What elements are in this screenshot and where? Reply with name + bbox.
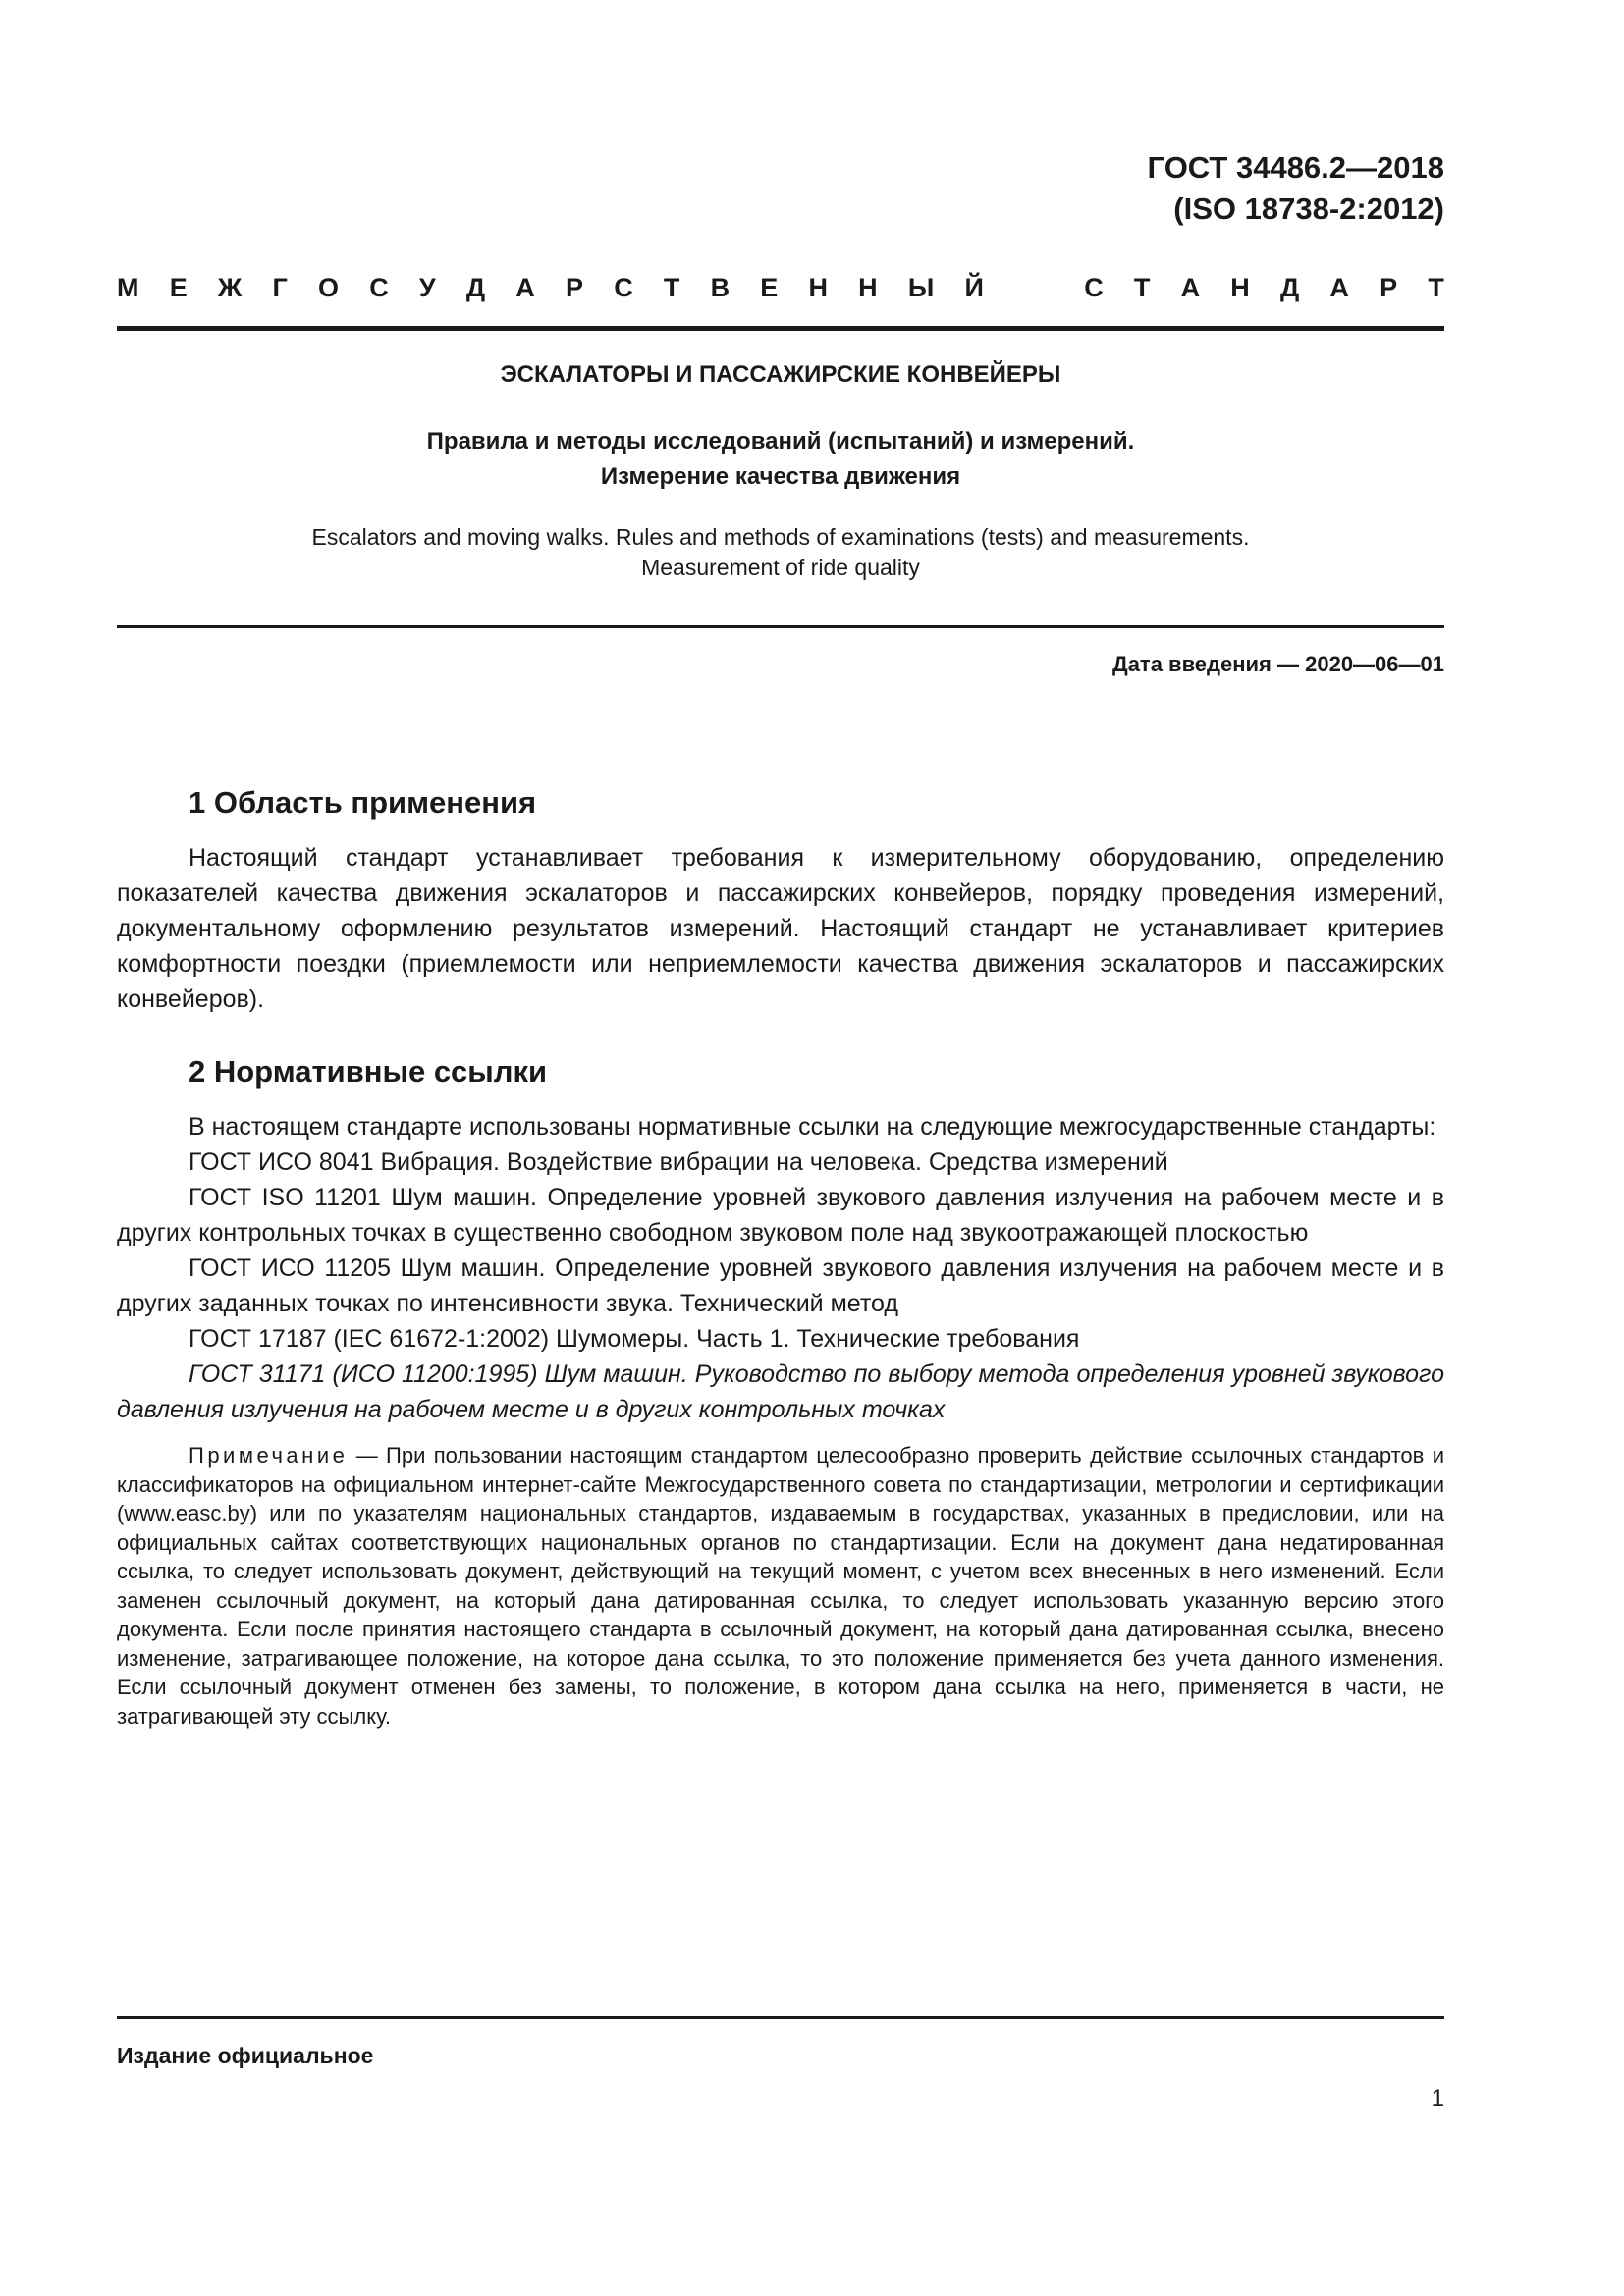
banner-letter: Н [808,273,828,302]
reference-item: ГОСТ ISO 11201 Шум машин. Определение уровней звукового давления излучения на рабочем месте и в других контрольных точках в существенно свободном звуковом поле над звукоотражающей плоскостью [117,1184,1444,1247]
english-title-line: Escalators and moving walks. Rules and methods of examinations (tests) and measurements. [311,524,1250,550]
banner-letter: Р [565,273,583,302]
banner-letter: Ы [907,273,935,302]
section-paragraph: В настоящем стандарте использованы нормативные ссылки на следующие межгосударственные стандарты: [189,1113,1436,1141]
banner-letter: А [1180,273,1201,302]
gost-number: ГОСТ 34486.2—2018 [1147,150,1444,185]
page-number: 1 [1431,2085,1444,2111]
banner-letter: Е [760,273,779,302]
subtitle-line: Измерение качества движения [600,463,961,490]
banner-letter: Т [1133,273,1151,302]
introduction-date: Дата введения — 2020—06—01 [1112,652,1444,676]
english-title [117,522,1444,583]
banner-letter: Т [1428,273,1444,302]
section-scope [117,785,1444,1017]
note-label: Примечание [189,1443,349,1468]
reference-item: ГОСТ ИСО 11205 Шум машин. Определение уровней звукового давления излучения на рабочем месте и в других заданных точках по интенсивности звука. Технический метод [117,1255,1444,1317]
english-title-line: Measurement of ride quality [641,555,920,580]
banner-letter: Ж [217,273,243,302]
banner-letter: Г [272,273,288,302]
interstate-standard-banner [117,273,1444,303]
footer-divider [117,2016,1444,2019]
iso-number: (ISO 18738-2:2012) [1173,191,1444,226]
banner-letter: Р [1380,273,1398,302]
reference-item: ГОСТ 31171 (ИСО 11200:1995) Шум машин. Руководство по выбору метода определения уровней звукового давления излучения на рабочем месте и в других контрольных точках [117,1361,1444,1423]
section-paragraph: Настоящий стандарт устанавливает требования к измерительному оборудованию, определению показателей качества движения эскалаторов и пассажирских конвейеров, порядку проведения измерений, документальному оформлению результатов измерений. Настоящий стандарт не устанавливает критериев комфортности поездки (приемлемости или неприемлемости качества движения эскалаторов и пассажирских конвейеров). [117,844,1444,1013]
banner-letter: С [1084,273,1104,302]
header-divider [117,326,1444,331]
banner-letter: С [614,273,633,302]
reference-item: ГОСТ 17187 (IEC 61672-1:2002) Шумомеры. Часть 1. Технические требования [189,1325,1080,1353]
banner-letter: В [710,273,731,302]
banner-letter: С [369,273,389,302]
banner-letter: О [317,273,339,302]
banner-letter: Й [964,273,984,302]
banner-letter: А [515,273,535,302]
section-normative-references [117,1054,1444,1731]
note-text: — При пользовании настоящим стандартом целесообразно проверить действие ссылочных стандартов и классификаторов на официальном интернет-сайте Межгосударственного совета по стандартизации, метрологии и сертификации (www.easc.by) или по указателям национальных стандартов, издаваемым в государствах, указанных в предисловии, или на официальных сайтах соответствующих национальных органов по стандартизации. Если на документ дана недатированная ссылка, то следует использовать документ, действующий на текущий момент, с учетом всех внесенных в него изменений. Если заменен ссылочный документ, на который дана датированная ссылка, то следует использовать указанную версию этого документа. Если после принятия настоящего стандарта в ссылочный документ, на который дана датированная ссылка, внесено изменение, затрагивающее положение, на которое дана ссылка, то это положение применяется без учета данного изменения. Если ссылочный документ отменен без замены, то положение, в котором дана ссылка на него, применяется в части, не затрагивающей эту ссылку. [117,1443,1444,1729]
official-edition-label: Издание официальное [117,2043,374,2068]
banner-letter: М [117,273,139,302]
gost-designation [1148,147,1444,230]
title-divider [117,625,1444,628]
document-title: ЭСКАЛАТОРЫ И ПАССАЖИРСКИЕ КОНВЕЙЕРЫ [500,361,1061,388]
banner-letter: А [1329,273,1349,302]
section-heading: 2 Нормативные ссылки [189,1054,548,1089]
section-heading: 1 Область применения [189,785,537,820]
banner-letter: Н [858,273,878,302]
subtitle-line: Правила и методы исследований (испытаний) и измерений. [426,428,1135,454]
banner-letter: Е [169,273,188,302]
document-body [117,785,1444,1731]
banner-letter: Д [465,273,486,302]
banner-letter: Д [1279,273,1300,302]
note-paragraph [117,1441,1444,1731]
document-subtitle [117,424,1444,495]
banner-letter: Н [1230,273,1250,302]
reference-item: ГОСТ ИСО 8041 Вибрация. Воздействие вибрации на человека. Средства измерений [189,1148,1168,1176]
banner-letter: Т [663,273,680,302]
banner-letter: У [418,273,436,302]
